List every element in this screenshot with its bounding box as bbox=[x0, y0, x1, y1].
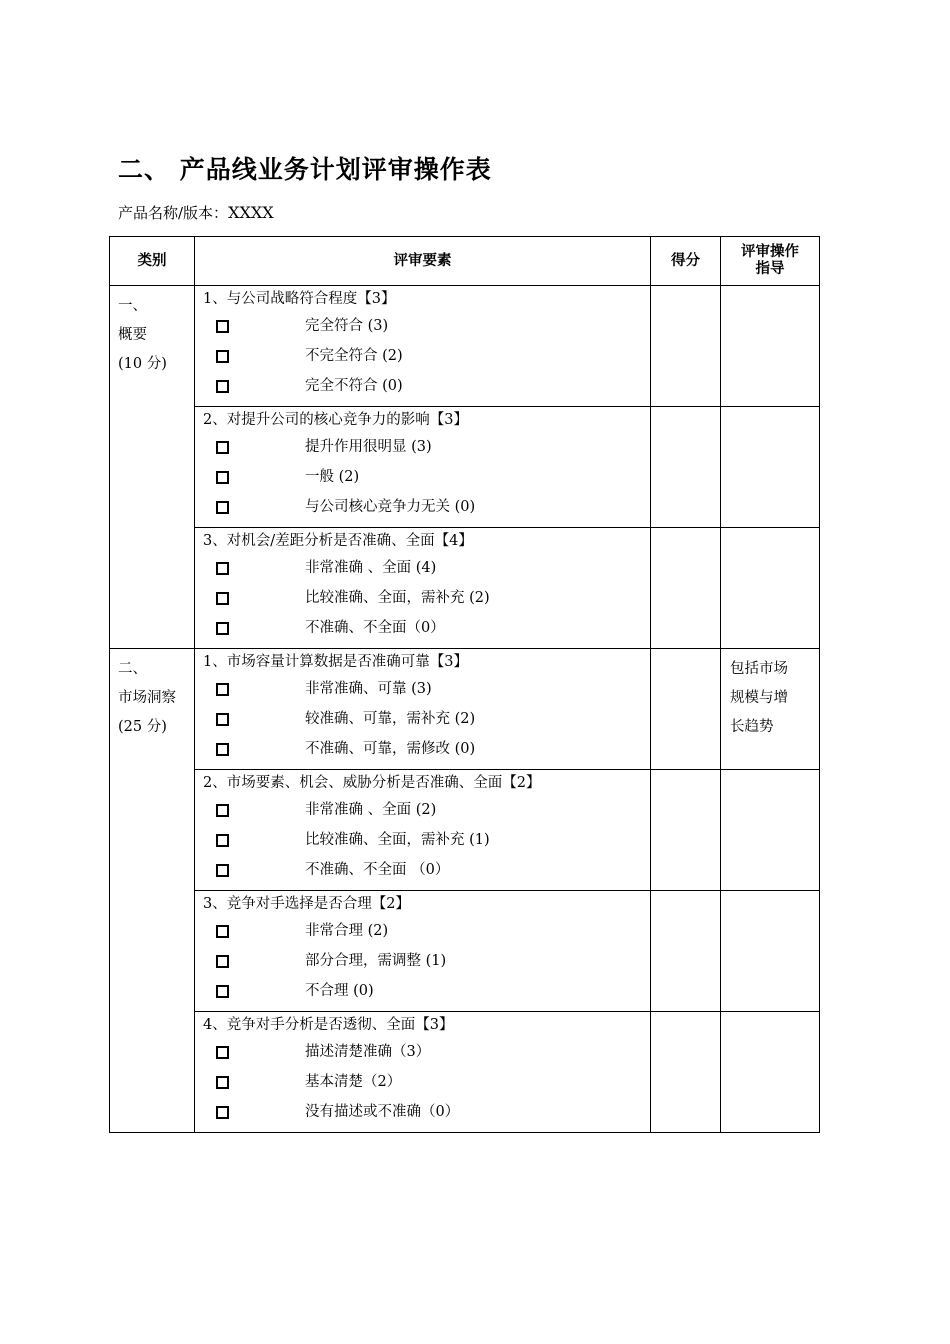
criterion-title: 1、市场容量计算数据是否准确可靠【3】 bbox=[203, 654, 468, 670]
score-cell[interactable] bbox=[651, 770, 721, 891]
checkbox-icon[interactable] bbox=[216, 320, 229, 333]
category-line: 一、 bbox=[118, 298, 147, 314]
category-cell bbox=[110, 649, 195, 1133]
checkbox-icon[interactable] bbox=[216, 471, 229, 484]
option-row[interactable] bbox=[203, 432, 650, 462]
score-cell[interactable] bbox=[651, 407, 721, 528]
criterion-row bbox=[110, 286, 820, 407]
table-body bbox=[110, 286, 820, 1133]
checkbox-icon[interactable] bbox=[216, 834, 229, 847]
score-cell[interactable] bbox=[651, 891, 721, 1012]
criterion-row bbox=[110, 770, 820, 891]
option-label: 基本清楚（2） bbox=[305, 1074, 402, 1090]
criterion-title: 4、竞争对手分析是否透彻、全面【3】 bbox=[203, 1017, 454, 1033]
option-row[interactable] bbox=[203, 1097, 650, 1127]
guide-cell bbox=[721, 1012, 820, 1133]
checkbox-icon[interactable] bbox=[216, 925, 229, 938]
criterion-title: 3、竞争对手选择是否合理【2】 bbox=[203, 896, 410, 912]
criterion-cell bbox=[195, 649, 651, 770]
option-row[interactable] bbox=[203, 946, 650, 976]
option-label: 描述清楚准确（3） bbox=[305, 1044, 431, 1060]
score-cell[interactable] bbox=[651, 528, 721, 649]
header-guide-line1: 评审操作 bbox=[741, 244, 799, 260]
guide-line: 规模与增 bbox=[730, 690, 788, 706]
option-row[interactable] bbox=[203, 371, 650, 401]
option-label: 较准确、可靠，需补充 (2) bbox=[305, 711, 476, 727]
category-line: (25 分) bbox=[118, 719, 167, 735]
category-line: (10 分) bbox=[118, 356, 167, 372]
score-cell[interactable] bbox=[651, 649, 721, 770]
header-guide-line2: 指导 bbox=[755, 261, 785, 277]
checkbox-icon[interactable] bbox=[216, 1076, 229, 1089]
option-label: 部分合理，需调整 (1) bbox=[305, 953, 447, 969]
option-label: 比较准确、全面，需补充 (2) bbox=[305, 590, 490, 606]
checkbox-icon[interactable] bbox=[216, 592, 229, 605]
review-table bbox=[109, 236, 820, 1133]
option-label: 不准确、不全面（0） bbox=[305, 620, 445, 636]
criterion-title: 2、对提升公司的核心竞争力的影响【3】 bbox=[203, 412, 468, 428]
checkbox-icon[interactable] bbox=[216, 562, 229, 575]
option-label: 非常合理 (2) bbox=[305, 923, 389, 939]
category-line: 二、 bbox=[118, 661, 147, 677]
checkbox-icon[interactable] bbox=[216, 350, 229, 363]
header-category: 类别 bbox=[110, 237, 195, 286]
option-row[interactable] bbox=[203, 553, 650, 583]
option-row[interactable] bbox=[203, 704, 650, 734]
option-row[interactable] bbox=[203, 583, 650, 613]
option-label: 非常准确 、全面 (4) bbox=[305, 560, 437, 576]
guide-cell bbox=[721, 407, 820, 528]
criterion-cell bbox=[195, 770, 651, 891]
option-label: 非常准确、可靠 (3) bbox=[305, 681, 432, 697]
checkbox-icon[interactable] bbox=[216, 1106, 229, 1119]
criterion-row bbox=[110, 649, 820, 770]
header-score: 得分 bbox=[651, 237, 721, 286]
guide-cell bbox=[721, 528, 820, 649]
criterion-title: 2、市场要素、机会、威胁分析是否准确、全面【2】 bbox=[203, 775, 541, 791]
option-row[interactable] bbox=[203, 341, 650, 371]
option-row[interactable] bbox=[203, 613, 650, 643]
option-row[interactable] bbox=[203, 492, 650, 522]
checkbox-icon[interactable] bbox=[216, 713, 229, 726]
criterion-row bbox=[110, 1012, 820, 1133]
option-row[interactable] bbox=[203, 1037, 650, 1067]
option-label: 完全不符合 (0) bbox=[305, 378, 403, 394]
checkbox-icon[interactable] bbox=[216, 622, 229, 635]
option-label: 比较准确、全面，需补充 (1) bbox=[305, 832, 490, 848]
criterion-title: 3、对机会/差距分析是否准确、全面【4】 bbox=[203, 533, 473, 549]
option-row[interactable] bbox=[203, 916, 650, 946]
category-line: 概要 bbox=[118, 327, 147, 343]
option-label: 一般 (2) bbox=[305, 469, 360, 485]
option-label: 没有描述或不准确（0） bbox=[305, 1104, 460, 1120]
criterion-title: 1、与公司战略符合程度【3】 bbox=[203, 291, 396, 307]
checkbox-icon[interactable] bbox=[216, 441, 229, 454]
checkbox-icon[interactable] bbox=[216, 380, 229, 393]
guide-cell bbox=[721, 286, 820, 407]
header-row bbox=[110, 237, 820, 286]
guide-cell bbox=[721, 891, 820, 1012]
option-row[interactable] bbox=[203, 311, 650, 341]
option-row[interactable] bbox=[203, 462, 650, 492]
criterion-cell bbox=[195, 1012, 651, 1133]
checkbox-icon[interactable] bbox=[216, 743, 229, 756]
option-row[interactable] bbox=[203, 674, 650, 704]
option-row[interactable] bbox=[203, 976, 650, 1006]
product-label: 产品名称/版本： bbox=[118, 204, 229, 222]
page-title: 二、 产品线业务计划评审操作表 bbox=[118, 155, 492, 184]
score-cell[interactable] bbox=[651, 1012, 721, 1133]
checkbox-icon[interactable] bbox=[216, 864, 229, 877]
option-label: 与公司核心竞争力无关 (0) bbox=[305, 499, 476, 515]
option-label: 不准确、可靠，需修改 (0) bbox=[305, 741, 476, 757]
criterion-row bbox=[110, 891, 820, 1012]
option-label: 完全符合 (3) bbox=[305, 318, 389, 334]
checkbox-icon[interactable] bbox=[216, 804, 229, 817]
guide-cell bbox=[721, 649, 820, 770]
criterion-cell bbox=[195, 528, 651, 649]
option-row[interactable] bbox=[203, 1067, 650, 1097]
option-row[interactable] bbox=[203, 795, 650, 825]
guide-cell bbox=[721, 770, 820, 891]
option-label: 不完全符合 (2) bbox=[305, 348, 403, 364]
option-label: 不合理 (0) bbox=[305, 983, 374, 999]
header-guide bbox=[721, 237, 820, 286]
product-name-version bbox=[118, 202, 274, 223]
option-label: 非常准确 、全面 (2) bbox=[305, 802, 437, 818]
checkbox-icon[interactable] bbox=[216, 955, 229, 968]
guide-line: 长趋势 bbox=[730, 719, 774, 735]
option-label: 提升作用很明显 (3) bbox=[305, 439, 432, 455]
checkbox-icon[interactable] bbox=[216, 1046, 229, 1059]
product-value: XXXX bbox=[228, 203, 274, 222]
option-row[interactable] bbox=[203, 825, 650, 855]
checkbox-icon[interactable] bbox=[216, 501, 229, 514]
option-label: 不准确、不全面 （0） bbox=[305, 862, 450, 878]
category-cell bbox=[110, 286, 195, 649]
criterion-row bbox=[110, 528, 820, 649]
category-line: 市场洞察 bbox=[118, 690, 176, 706]
option-row[interactable] bbox=[203, 734, 650, 764]
criterion-cell bbox=[195, 286, 651, 407]
guide-line: 包括市场 bbox=[730, 661, 788, 677]
checkbox-icon[interactable] bbox=[216, 683, 229, 696]
header-elements: 评审要素 bbox=[195, 237, 651, 286]
criterion-cell bbox=[195, 407, 651, 528]
criterion-row bbox=[110, 407, 820, 528]
criterion-cell bbox=[195, 891, 651, 1012]
checkbox-icon[interactable] bbox=[216, 985, 229, 998]
score-cell[interactable] bbox=[651, 286, 721, 407]
option-row[interactable] bbox=[203, 855, 650, 885]
